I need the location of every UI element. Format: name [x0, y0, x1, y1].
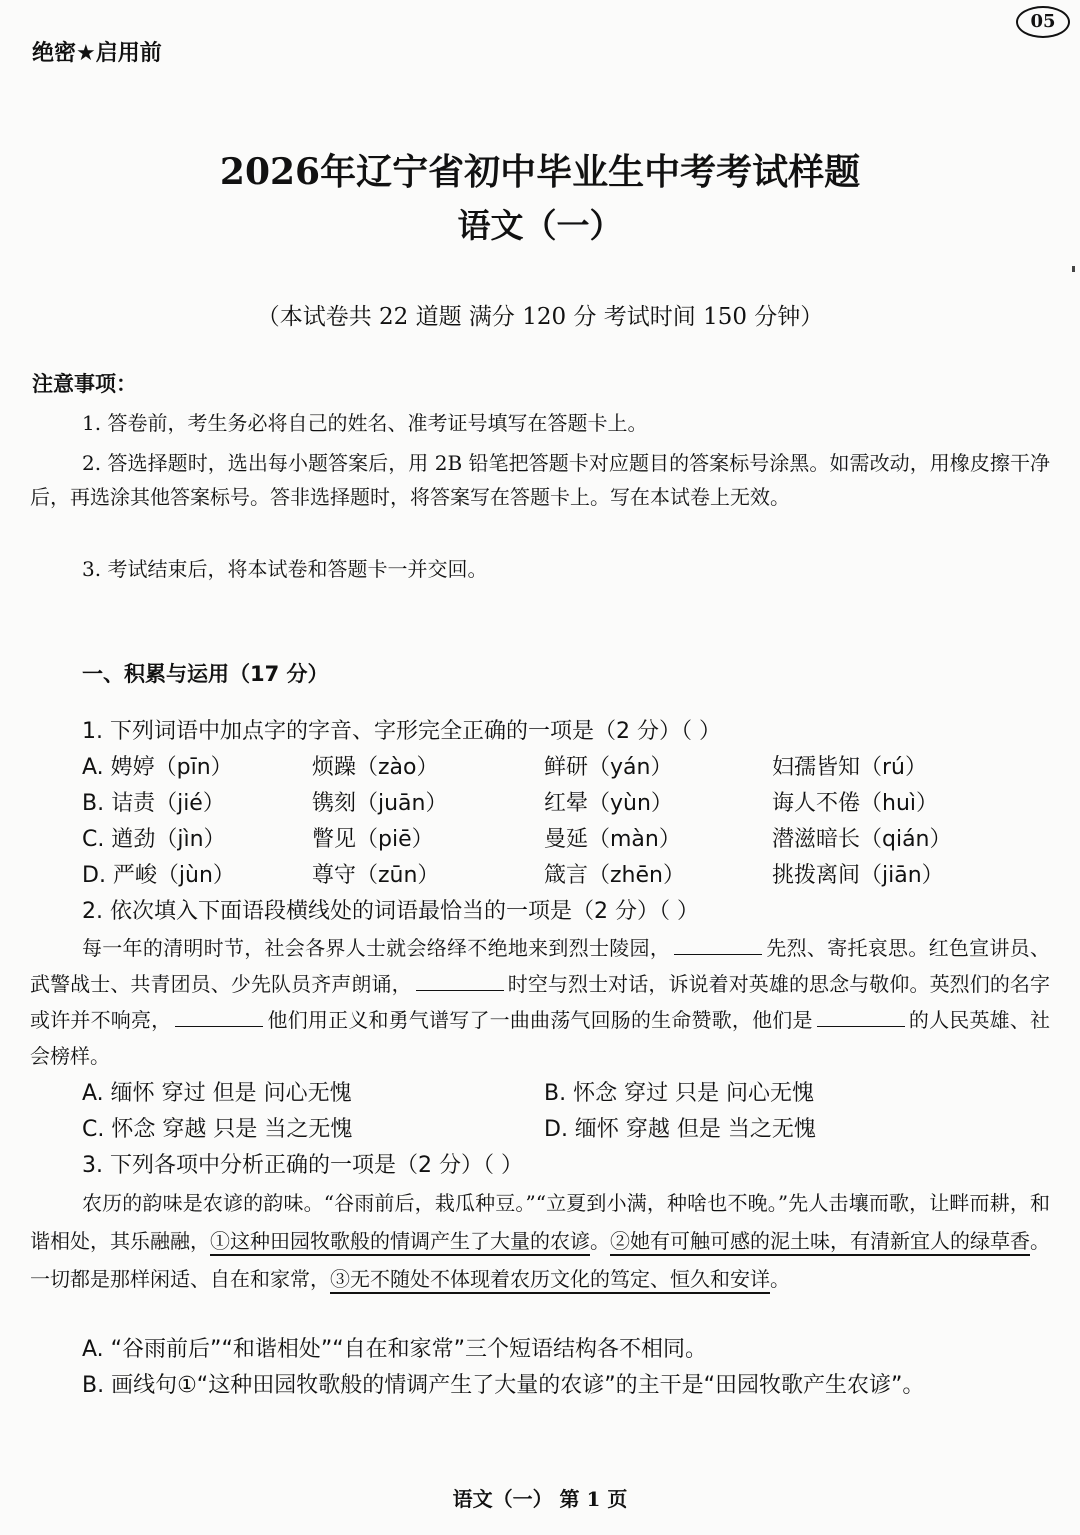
question-1-stem: 1. 下列词语中加点字的字音、字形完全正确的一项是（2 分）（ ） — [82, 719, 721, 744]
q2-option-d: D. 缅怀 穿越 但是 当之无愧 — [544, 1117, 816, 1142]
q1-option-b-4: 诲人不倦（huì） — [772, 791, 938, 816]
question-2-stem: 2. 依次填入下面语段横线处的词语最恰当的一项是（2 分）（ ） — [82, 899, 699, 924]
page-badge: 05 — [1016, 6, 1070, 38]
q1-option-d-2: 尊守（zūn） — [312, 863, 440, 888]
blank-3 — [175, 1008, 263, 1027]
underlined-sentence-2: ②她有可触可感的泥土味，有清新宜人的绿草香 — [610, 1229, 1030, 1253]
blank-4 — [817, 1008, 905, 1027]
confidential-label: 绝密★启用前 — [32, 41, 162, 66]
q3-separator-1: 。 — [590, 1229, 610, 1253]
q1-option-b-2: 镌刻（juān） — [312, 791, 448, 816]
q1-option-c-4: 潜滋暗长（qián） — [772, 827, 952, 852]
q3-option-b: B. 画线句①“这种田园牧歌般的情调产生了大量的农谚”的主干是“田园牧歌产生农谚”。 — [82, 1373, 925, 1398]
q1-option-a-3: 鲜研（yán） — [544, 755, 673, 780]
q1-option-c-3: 曼延（màn） — [544, 827, 681, 852]
q2-passage-part-3: 时空与烈士对话，诉说着对英雄的思念与敬仰。英烈们的名字或许并不响亮， — [30, 972, 1051, 1032]
q3-passage-intro: 农历的韵味是农谚的韵味。“谷雨前后，栽瓜种豆。”“立夏到小满，种啥也不晚。”先人击壤而歌，让畔而耕，和谐相处，其乐融融， — [30, 1191, 1050, 1253]
question-3-passage — [30, 1184, 1050, 1298]
q2-option-a: A. 缅怀 穿过 但是 问心无愧 — [82, 1081, 352, 1106]
note-item-1: 1. 答卷前，考生务必将自己的姓名、准考证号填写在答题卡上。 — [82, 411, 648, 435]
q3-option-a: A. “谷雨前后”“和谐相处”“自在和家常”三个短语结构各不相同。 — [82, 1337, 708, 1362]
q1-option-c-2: 瞥见（piē） — [312, 827, 434, 852]
exam-info: （本试卷共 22 道题 满分 120 分 考试时间 150 分钟） — [256, 304, 824, 330]
q1-option-d-4: 挑拨离间（jiān） — [772, 863, 944, 888]
q2-option-b: B. 怀念 穿过 只是 问心无愧 — [544, 1081, 815, 1106]
q1-option-d-3: 箴言（zhēn） — [544, 863, 685, 888]
exam-subtitle: 语文（一） — [457, 206, 623, 245]
q2-passage-part-1: 每一年的清明时节，社会各界人士就会络绎不绝地来到烈士陵园， — [82, 936, 671, 960]
blank-1 — [674, 936, 762, 955]
q2-option-c: C. 怀念 穿越 只是 当之无愧 — [82, 1117, 353, 1142]
underlined-sentence-3: ③无不随处不体现着农历文化的笃定、恒久和安详 — [330, 1267, 770, 1291]
q1-option-a-2: 烦躁（zào） — [312, 755, 439, 780]
note-item-2: 2. 答选择题时，选出每小题答案后，用 2B 铅笔把答题卡对应题目的答案标号涂黑。如需改动，用橡皮擦干净后，再选涂其他答案标号。答非选择题时，将答案写在答题卡上。写在本试卷上无效。 — [30, 451, 1050, 509]
q1-option-b-1: B. 诘责（jié） — [82, 791, 225, 816]
underlined-sentence-1: ①这种田园牧歌般的情调产生了大量的农谚 — [210, 1229, 590, 1253]
notes-heading: 注意事项： — [32, 372, 137, 396]
q1-option-a-1: A. 娉婷（pīn） — [82, 755, 233, 780]
blank-2 — [416, 972, 504, 991]
q1-option-d-1: D. 严峻（jùn） — [82, 863, 235, 888]
question-2-passage — [30, 930, 1050, 1074]
q2-passage-part-2: 先烈、寄托哀思。红色宣讲员、武警战士、共青团员、少先队员齐声朗诵， — [30, 936, 1051, 996]
q3-separator-2: 。一切都是那样闲适、自在和家常， — [30, 1229, 1050, 1291]
question-3-stem: 3. 下列各项中分析正确的一项是（2 分）（ ） — [82, 1153, 523, 1178]
exam-title: 2026年辽宁省初中毕业生中考考试样题 — [219, 151, 861, 193]
section-heading: 一、积累与运用（17 分） — [82, 662, 329, 686]
q1-option-c-1: C. 遒劲（jìn） — [82, 827, 226, 852]
note-item-3: 3. 考试结束后，将本试卷和答题卡一并交回。 — [82, 557, 488, 581]
q2-passage-part-5: 的人民英雄、社会榜样。 — [30, 1008, 1051, 1068]
q1-option-a-4: 妇孺皆知（rú） — [772, 755, 927, 780]
q1-option-b-3: 红晕（yùn） — [544, 791, 673, 816]
page-footer: 语文（一） 第 1 页 — [452, 1487, 628, 1511]
q3-separator-3: 。 — [770, 1267, 790, 1291]
edge-mark — [1072, 266, 1075, 272]
q2-passage-part-4: 他们用正义和勇气谱写了一曲曲荡气回肠的生命赞歌，他们是 — [267, 1008, 813, 1032]
